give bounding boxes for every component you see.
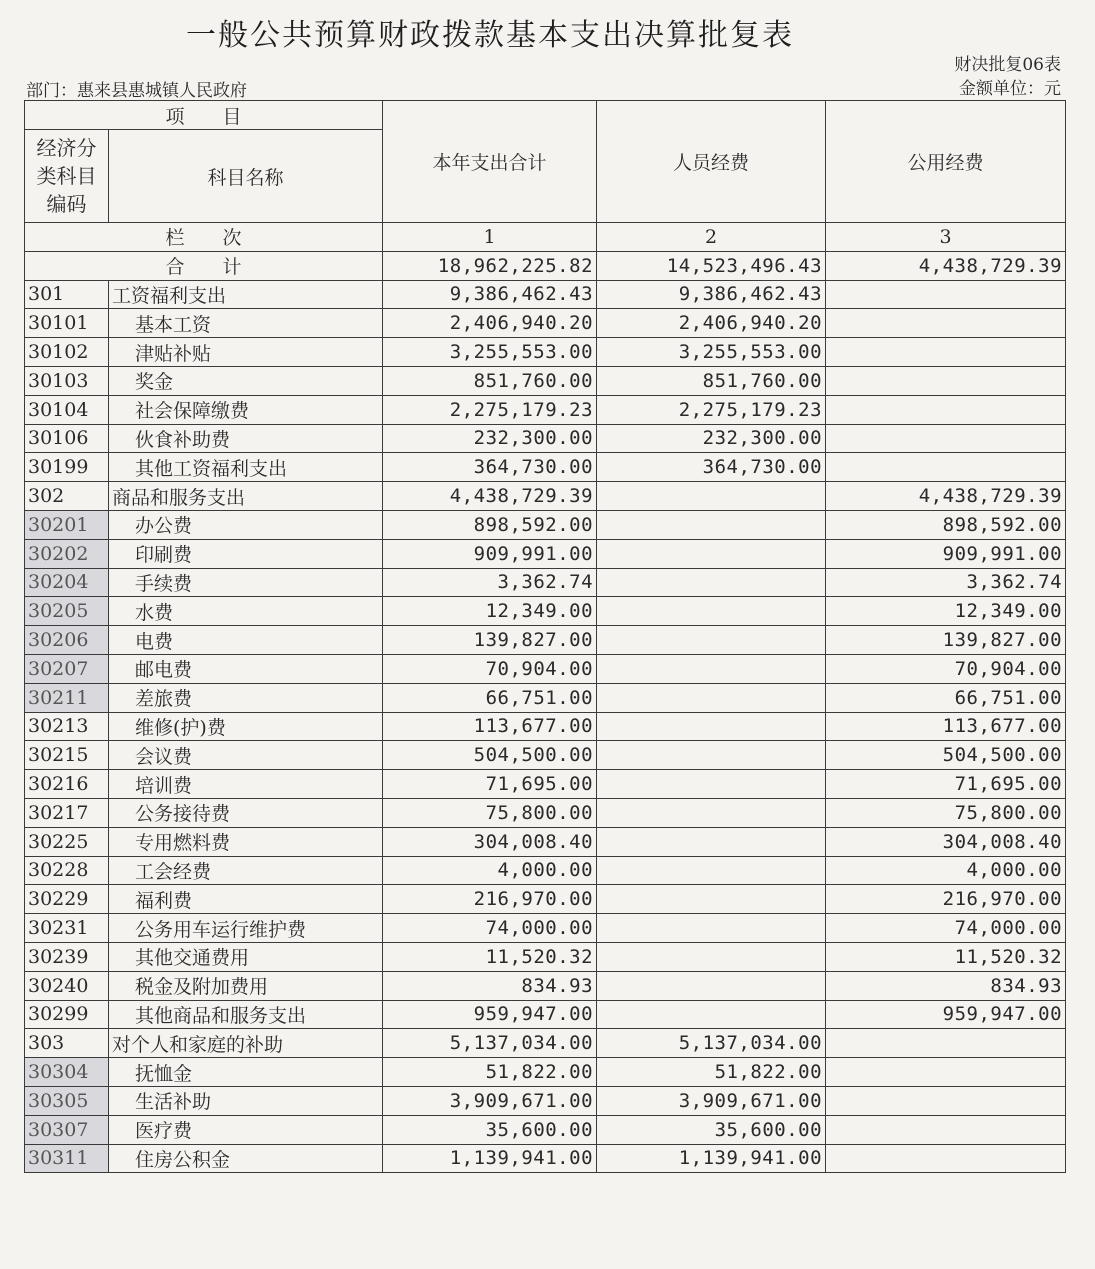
total-cell: 364,730.00: [383, 453, 597, 482]
econ-code-cell: 30211: [25, 683, 109, 712]
subject-name-cell: 差旅费: [109, 683, 383, 712]
column-index-row: [25, 223, 1066, 252]
table-row: [25, 1086, 1066, 1115]
personnel-cell: [597, 482, 826, 511]
table-row: [25, 856, 1066, 885]
table-row: [25, 827, 1066, 856]
personnel-cell: [597, 971, 826, 1000]
table-row: [25, 654, 1066, 683]
subject-name-cell: 社会保障缴费: [109, 395, 383, 424]
subject-name-cell: 培训费: [109, 770, 383, 799]
subject-name-cell: 住房公积金: [109, 1144, 383, 1173]
subject-name-cell: 工会经费: [109, 856, 383, 885]
total-cell: 2,406,940.20: [383, 309, 597, 338]
econ-code-cell: 30304: [25, 1058, 109, 1087]
subject-name-cell: 税金及附加费用: [109, 971, 383, 1000]
personnel-cell: 2,275,179.23: [597, 395, 826, 424]
total-cell: 851,760.00: [383, 366, 597, 395]
personnel-cell: [597, 856, 826, 885]
table-row: [25, 1058, 1066, 1087]
total-cell: 1,139,941.00: [383, 1144, 597, 1173]
subject-name-cell: 津贴补贴: [109, 338, 383, 367]
personnel-cell: 51,822.00: [597, 1058, 826, 1087]
public-cell: [826, 1144, 1066, 1173]
table-row: [25, 1029, 1066, 1058]
report-title: 一般公共预算财政拨款基本支出决算批复表: [186, 18, 794, 53]
table-row: [25, 712, 1066, 741]
subject-name-cell: 公务接待费: [109, 798, 383, 827]
total-cell: 35,600.00: [383, 1115, 597, 1144]
subject-name-cell: 公务用车运行维护费: [109, 914, 383, 943]
econ-code-cell: 30225: [25, 827, 109, 856]
table-row: [25, 539, 1066, 568]
econ-code-cell: 30199: [25, 453, 109, 482]
public-cell: [826, 395, 1066, 424]
public-cell: [826, 1086, 1066, 1115]
subject-name-cell: 抚恤金: [109, 1058, 383, 1087]
total-cell: 75,800.00: [383, 798, 597, 827]
personnel-cell: 5,137,034.00: [597, 1029, 826, 1058]
form-number: 财决批复06表: [954, 55, 1061, 75]
table-row: [25, 366, 1066, 395]
personnel-cell: [597, 770, 826, 799]
table-row: [25, 798, 1066, 827]
subject-name-cell: 印刷费: [109, 539, 383, 568]
header-econ-code: 经济分类科目编码: [25, 130, 109, 223]
total-cell: 216,970.00: [383, 885, 597, 914]
public-cell: 898,592.00: [826, 510, 1066, 539]
econ-code-cell: 302: [25, 482, 109, 511]
public-cell: [826, 1029, 1066, 1058]
subject-name-cell: 伙食补助费: [109, 424, 383, 453]
table-row: [25, 1000, 1066, 1029]
total-cell: 74,000.00: [383, 914, 597, 943]
personnel-cell: [597, 914, 826, 943]
subject-name-cell: 维修(护)费: [109, 712, 383, 741]
personnel-cell: 3,255,553.00: [597, 338, 826, 367]
public-cell: 909,991.00: [826, 539, 1066, 568]
total-cell: 3,909,671.00: [383, 1086, 597, 1115]
subject-name-cell: 基本工资: [109, 309, 383, 338]
subject-name-cell: 奖金: [109, 366, 383, 395]
econ-code-cell: 30216: [25, 770, 109, 799]
personnel-cell: 232,300.00: [597, 424, 826, 453]
econ-code-cell: 30104: [25, 395, 109, 424]
total-cell: 4,000.00: [383, 856, 597, 885]
subject-name-cell: 生活补助: [109, 1086, 383, 1115]
total-cell: 11,520.32: [383, 942, 597, 971]
public-cell: [826, 453, 1066, 482]
personnel-cell: 364,730.00: [597, 453, 826, 482]
econ-code-cell: 30240: [25, 971, 109, 1000]
econ-code-cell: 30239: [25, 942, 109, 971]
subject-name-cell: 电费: [109, 626, 383, 655]
econ-code-cell: 30201: [25, 510, 109, 539]
econ-code-cell: 30307: [25, 1115, 109, 1144]
econ-code-cell: 30101: [25, 309, 109, 338]
public-cell: 3,362.74: [826, 568, 1066, 597]
total-cell: 12,349.00: [383, 597, 597, 626]
personnel-cell: [597, 798, 826, 827]
subject-name-cell: 办公费: [109, 510, 383, 539]
table-row: [25, 395, 1066, 424]
public-cell: 959,947.00: [826, 1000, 1066, 1029]
total-cell: 898,592.00: [383, 510, 597, 539]
econ-code-cell: 30229: [25, 885, 109, 914]
public-cell: 113,677.00: [826, 712, 1066, 741]
personnel-cell: [597, 597, 826, 626]
econ-code-cell: 30202: [25, 539, 109, 568]
total-cell: 71,695.00: [383, 770, 597, 799]
public-cell: [826, 309, 1066, 338]
public-cell: 70,904.00: [826, 654, 1066, 683]
header-public: 公用经费: [826, 101, 1066, 223]
total-cell: 232,300.00: [383, 424, 597, 453]
column-index-label: 栏 次: [25, 223, 383, 252]
public-cell: [826, 1058, 1066, 1087]
personnel-cell: [597, 885, 826, 914]
public-cell: 75,800.00: [826, 798, 1066, 827]
amount-unit: 金额单位：元: [959, 79, 1061, 99]
table-row: [25, 770, 1066, 799]
subject-name-cell: 水费: [109, 597, 383, 626]
public-cell: 66,751.00: [826, 683, 1066, 712]
public-cell: 834.93: [826, 971, 1066, 1000]
header-row-project: [25, 101, 1066, 130]
econ-code-cell: 30206: [25, 626, 109, 655]
table-row: [25, 424, 1066, 453]
personnel-cell: 35,600.00: [597, 1115, 826, 1144]
table-row: [25, 482, 1066, 511]
public-cell: 71,695.00: [826, 770, 1066, 799]
table-row: [25, 568, 1066, 597]
total-cell: 113,677.00: [383, 712, 597, 741]
table-row: [25, 1144, 1066, 1173]
public-cell: 12,349.00: [826, 597, 1066, 626]
total-row: [25, 251, 1066, 280]
econ-code-cell: 30217: [25, 798, 109, 827]
expenditure-table: [24, 100, 1066, 1173]
department-label: 部门：惠来县惠城镇人民政府: [26, 81, 247, 101]
header-project: 项 目: [25, 101, 383, 130]
public-cell: 504,500.00: [826, 741, 1066, 770]
table-row: [25, 280, 1066, 309]
personnel-cell: [597, 827, 826, 856]
subject-name-cell: 手续费: [109, 568, 383, 597]
subject-name-cell: 商品和服务支出: [109, 482, 383, 511]
public-cell: [826, 1115, 1066, 1144]
total-cell: 9,386,462.43: [383, 280, 597, 309]
personnel-cell: [597, 626, 826, 655]
subject-name-cell: 会议费: [109, 741, 383, 770]
total-cell: 959,947.00: [383, 1000, 597, 1029]
header-subject-name: 科目名称: [109, 130, 383, 223]
econ-code-cell: 301: [25, 280, 109, 309]
econ-code-cell: 30102: [25, 338, 109, 367]
econ-code-cell: 30106: [25, 424, 109, 453]
econ-code-cell: 30207: [25, 654, 109, 683]
table-row: [25, 971, 1066, 1000]
public-cell: 216,970.00: [826, 885, 1066, 914]
econ-code-cell: 30299: [25, 1000, 109, 1029]
total-cell: 4,438,729.39: [383, 482, 597, 511]
table-row: [25, 309, 1066, 338]
total-cell: 304,008.40: [383, 827, 597, 856]
table-row: [25, 338, 1066, 367]
table-row: [25, 510, 1066, 539]
personnel-cell: [597, 741, 826, 770]
table-row: [25, 626, 1066, 655]
personnel-cell: 9,386,462.43: [597, 280, 826, 309]
total-label: 合 计: [25, 251, 383, 280]
personnel-cell: 3,909,671.00: [597, 1086, 826, 1115]
econ-code-cell: 30205: [25, 597, 109, 626]
table-row: [25, 1115, 1066, 1144]
subject-name-cell: 对个人和家庭的补助: [109, 1029, 383, 1058]
total-cell: 909,991.00: [383, 539, 597, 568]
total-cell: 70,904.00: [383, 654, 597, 683]
public-cell: 4,438,729.39: [826, 482, 1066, 511]
total-cell: 139,827.00: [383, 626, 597, 655]
personnel-cell: [597, 568, 826, 597]
column-index-1: 1: [383, 223, 597, 252]
public-cell: [826, 338, 1066, 367]
total-cell: 504,500.00: [383, 741, 597, 770]
econ-code-cell: 30103: [25, 366, 109, 395]
total-cell: 2,275,179.23: [383, 395, 597, 424]
subject-name-cell: 邮电费: [109, 654, 383, 683]
total-cell: 51,822.00: [383, 1058, 597, 1087]
header-personnel: 人员经费: [597, 101, 826, 223]
total-cell: 66,751.00: [383, 683, 597, 712]
subject-name-cell: 其他交通费用: [109, 942, 383, 971]
personnel-cell: 851,760.00: [597, 366, 826, 395]
table-row: [25, 942, 1066, 971]
public-cell: 11,520.32: [826, 942, 1066, 971]
econ-code-cell: 30204: [25, 568, 109, 597]
column-index-3: 3: [826, 223, 1066, 252]
econ-code-cell: 30311: [25, 1144, 109, 1173]
personnel-cell: 1,139,941.00: [597, 1144, 826, 1173]
table-row: [25, 914, 1066, 943]
public-cell: 4,000.00: [826, 856, 1066, 885]
public-cell: [826, 424, 1066, 453]
table-row: [25, 683, 1066, 712]
total-personnel: 14,523,496.43: [597, 251, 826, 280]
total-cell: 3,362.74: [383, 568, 597, 597]
econ-code-cell: 30305: [25, 1086, 109, 1115]
personnel-cell: [597, 510, 826, 539]
table-row: [25, 741, 1066, 770]
econ-code-cell: 303: [25, 1029, 109, 1058]
subject-name-cell: 工资福利支出: [109, 280, 383, 309]
public-cell: [826, 280, 1066, 309]
total-cell: 3,255,553.00: [383, 338, 597, 367]
total-public: 4,438,729.39: [826, 251, 1066, 280]
econ-code-cell: 30231: [25, 914, 109, 943]
table-row: [25, 885, 1066, 914]
econ-code-cell: 30228: [25, 856, 109, 885]
personnel-cell: [597, 683, 826, 712]
personnel-cell: [597, 539, 826, 568]
personnel-cell: [597, 712, 826, 741]
subject-name-cell: 其他工资福利支出: [109, 453, 383, 482]
econ-code-cell: 30215: [25, 741, 109, 770]
econ-code-cell: 30213: [25, 712, 109, 741]
header-total: 本年支出合计: [383, 101, 597, 223]
personnel-cell: [597, 1000, 826, 1029]
subject-name-cell: 福利费: [109, 885, 383, 914]
total-cell: 834.93: [383, 971, 597, 1000]
public-cell: 139,827.00: [826, 626, 1066, 655]
table-row: [25, 597, 1066, 626]
personnel-cell: [597, 942, 826, 971]
column-index-2: 2: [597, 223, 826, 252]
subject-name-cell: 其他商品和服务支出: [109, 1000, 383, 1029]
total-amount: 18,962,225.82: [383, 251, 597, 280]
table-row: [25, 453, 1066, 482]
subject-name-cell: 专用燃料费: [109, 827, 383, 856]
personnel-cell: [597, 654, 826, 683]
personnel-cell: 2,406,940.20: [597, 309, 826, 338]
subject-name-cell: 医疗费: [109, 1115, 383, 1144]
total-cell: 5,137,034.00: [383, 1029, 597, 1058]
public-cell: [826, 366, 1066, 395]
public-cell: 74,000.00: [826, 914, 1066, 943]
public-cell: 304,008.40: [826, 827, 1066, 856]
